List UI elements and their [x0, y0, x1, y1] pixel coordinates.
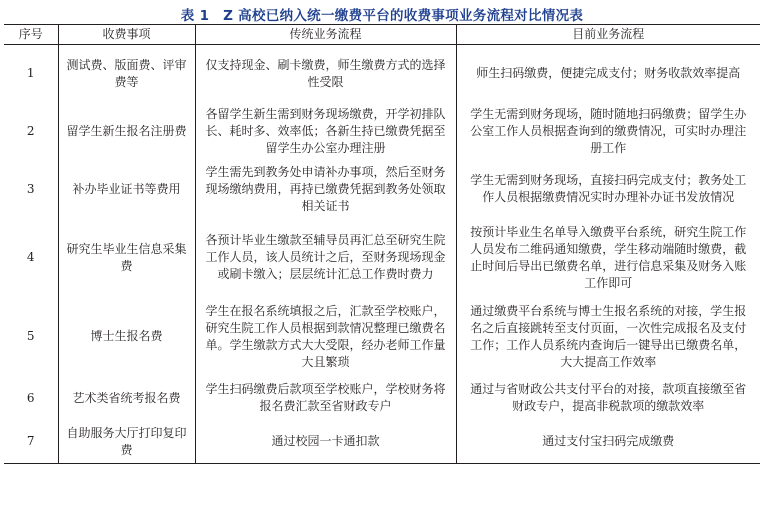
row-traditional: 学生在报名系统填报之后，汇款至学校账户，研究生院工作人员根据到款情况整理已缴费名单。学生缴款方式大大受限，经办老师工作量大且繁琐	[195, 297, 456, 376]
row-traditional: 学生需先到教务处申请补办事项，然后至财务现场缴纳费用，再持已缴费凭据到教务处领取相关证书	[195, 160, 456, 218]
table-row	[4, 102, 760, 160]
row-no: 4	[26, 250, 35, 264]
header-traditional: 传统业务流程	[195, 25, 456, 45]
table-row	[4, 376, 760, 420]
row-no: 7	[26, 434, 35, 448]
table-caption: 表 1 Z 高校已纳入统一缴费平台的收费事项业务流程对比情况表	[180, 8, 584, 24]
row-item: 自助服务大厅打印复印费	[58, 420, 195, 464]
table-row	[4, 218, 760, 297]
row-no: 2	[26, 123, 35, 138]
header-item: 收费事项	[58, 25, 195, 45]
table-row	[4, 420, 760, 464]
row-current: 学生无需到财务现场，直接扫码完成支付；教务处工作人员根据缴费情况实时办理补办证书发放情况	[456, 160, 760, 218]
row-item: 留学生新生报名注册费	[58, 102, 195, 160]
row-no: 5	[26, 329, 35, 343]
row-item: 补办毕业证书等费用	[58, 160, 195, 218]
row-traditional: 各留学生新生需到财务现场缴费，开学初排队长、耗时多、效率低；各新生持已缴费凭据至留学生办公室办理注册	[195, 102, 456, 160]
row-current: 按预计毕业生名单导入缴费平台系统，研究生院工作人员发布二维码通知缴费，学生移动端随时缴费，截止时间后导出已缴费名单，进行信息采集及财务入账工作即可	[456, 218, 760, 297]
row-traditional: 各预计毕业生缴款至辅导员再汇总至研究生院工作人员，该人员统计之后，至财务现场现金或刷卡缴入；层层统计汇总工作费时费力	[195, 218, 456, 297]
row-item: 博士生报名费	[58, 297, 195, 376]
row-item: 研究生毕业生信息采集费	[58, 218, 195, 297]
table-row	[4, 45, 760, 103]
row-current: 通过缴费平台系统与博士生报名系统的对接，学生报名之后直接跳转至支付页面，一次性完成报名及支付工作；工作人员系统内查询后一键导出已缴费名单，大大提高工作效率	[456, 297, 760, 376]
row-traditional: 仅支持现金、刷卡缴费，师生缴费方式的选择性受限	[195, 45, 456, 103]
row-current: 学生无需到财务现场，随时随地扫码缴费；留学生办公室工作人员根据查询到的缴费情况，可实时办理注册工作	[456, 102, 760, 160]
row-current: 通过支付宝扫码完成缴费	[456, 420, 760, 464]
row-no: 6	[26, 390, 35, 405]
table-row	[4, 297, 760, 376]
table-row	[4, 160, 760, 218]
row-item: 测试费、版面费、评审费等	[58, 45, 195, 103]
row-item: 艺术类省统考报名费	[58, 376, 195, 420]
row-no: 1	[26, 66, 35, 80]
row-current: 通过与省财政公共支付平台的对接，款项直接缴至省财政专户，提高非税款项的缴款效率	[456, 376, 760, 420]
row-current: 师生扫码缴费，便捷完成支付；财务收款效率提高	[456, 45, 760, 103]
header-no: 序号	[18, 27, 43, 41]
row-traditional: 通过校园一卡通扣款	[195, 420, 456, 464]
row-no: 3	[26, 181, 35, 196]
header-current: 目前业务流程	[456, 25, 760, 45]
table-header-row	[4, 25, 760, 45]
comparison-table	[4, 24, 760, 464]
row-traditional: 学生扫码缴费后款项至学校账户，学校财务将报名费汇款至省财政专户	[195, 376, 456, 420]
